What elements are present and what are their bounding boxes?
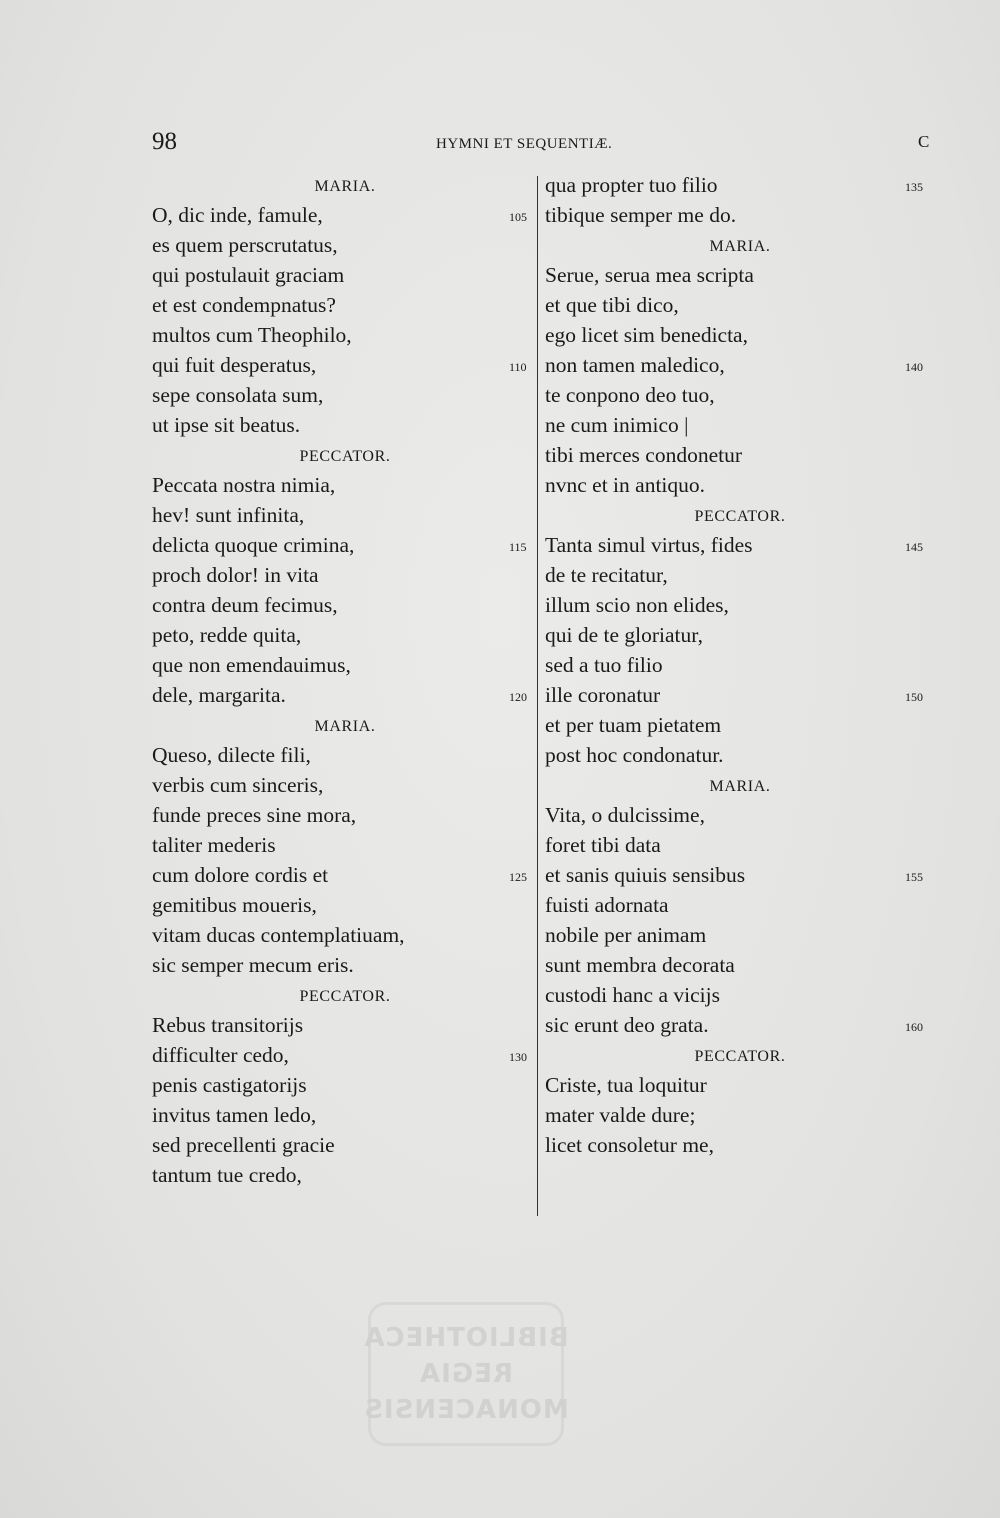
verse-text: sunt membra decorata	[545, 953, 735, 977]
verse-line	[545, 680, 935, 710]
page-header	[0, 128, 1000, 158]
verse-text: qui postulauit graciam	[152, 263, 345, 287]
verse-text: te conpono deo tuo,	[545, 383, 715, 407]
verse-text: Queso, dilecte fili,	[152, 743, 311, 767]
verse-text: ne cum inimico |	[545, 413, 689, 437]
verse-line	[545, 590, 935, 620]
verse-text: foret tibi data	[545, 833, 661, 857]
verse-line	[152, 770, 538, 800]
verse-text: vitam ducas contemplatiuam,	[152, 923, 405, 947]
verse-text: sed a tuo filio	[545, 653, 663, 677]
verse-line	[545, 800, 935, 830]
verse-line	[545, 950, 935, 980]
running-title: HYMNI ET SEQUENTIÆ.	[436, 136, 613, 152]
line-number: 120	[509, 690, 527, 704]
verse-line	[152, 230, 538, 260]
stamp-line: BIBLIOTHECA	[363, 1323, 569, 1353]
verse-line	[545, 320, 935, 350]
verse-text: ut ipse sit beatus.	[152, 413, 301, 437]
verse-line	[545, 200, 935, 230]
verse-line	[545, 890, 935, 920]
verse-line	[152, 380, 538, 410]
verse-text: taliter mederis	[152, 833, 276, 857]
speaker-heading: PECCATOR.	[694, 508, 786, 525]
verse-text: que non emendauimus,	[152, 653, 351, 677]
line-number: 160	[905, 1020, 923, 1034]
verse-line	[545, 860, 935, 890]
speaker-heading: MARIA.	[314, 178, 376, 195]
verse-text: gemitibus moueris,	[152, 893, 317, 917]
verse-line	[152, 860, 538, 890]
verse-text: ille coronatur	[545, 683, 661, 707]
verse-text: dele, margarita.	[152, 683, 286, 707]
verse-text: delicta quoque crimina,	[152, 533, 355, 557]
verse-text: post hoc condonatur.	[545, 743, 724, 767]
verse-line	[152, 320, 538, 350]
verse-text: difficulter cedo,	[152, 1043, 289, 1067]
verse-line	[152, 650, 538, 680]
verse-line	[545, 740, 935, 770]
line-number: 140	[905, 360, 923, 374]
verse-line	[545, 1100, 935, 1130]
speaker-heading: PECCATOR.	[299, 988, 391, 1005]
speaker-heading: PECCATOR.	[694, 1048, 786, 1065]
line-number: 105	[509, 210, 527, 224]
verse-text: qui fuit desperatus,	[152, 353, 317, 377]
line-number: 110	[509, 360, 527, 374]
verse-text: et sanis quiuis sensibus	[545, 863, 746, 887]
speaker-heading: MARIA.	[709, 778, 771, 795]
verse-text: tantum tue credo,	[152, 1163, 302, 1187]
verse-line	[545, 1070, 935, 1100]
verse-text: proch dolor! in vita	[152, 563, 319, 587]
verse-line	[152, 890, 538, 920]
verse-text: fuisti adornata	[545, 893, 669, 917]
verse-text: peto, redde quita,	[152, 623, 302, 647]
verse-text: Tanta simul virtus, fides	[545, 533, 753, 557]
verse-text: licet consoletur me,	[545, 1133, 714, 1157]
verse-text: non tamen maledico,	[545, 353, 725, 377]
verse-line	[545, 350, 935, 380]
verse-text: de te recitatur,	[545, 563, 668, 587]
verse-line	[152, 260, 538, 290]
signature-mark: C	[918, 132, 930, 151]
verse-line	[152, 500, 538, 530]
verse-text: et per tuam pietatem	[545, 713, 722, 737]
verse-text: Vita, o dulcissime,	[545, 803, 705, 827]
verse-line	[152, 920, 538, 950]
verse-line	[152, 530, 538, 560]
line-number: 155	[905, 870, 923, 884]
column-divider	[537, 176, 538, 1216]
verse-text: et que tibi dico,	[545, 293, 679, 317]
left-column	[152, 170, 538, 1190]
verse-text: O, dic inde, famule,	[152, 203, 323, 227]
verse-line	[152, 1040, 538, 1070]
verse-text: invitus tamen ledo,	[152, 1103, 317, 1127]
verse-line	[545, 380, 935, 410]
verse-text: et est condempnatus?	[152, 293, 336, 317]
verse-text: sic semper mecum eris.	[152, 953, 354, 977]
verse-line	[152, 1070, 538, 1100]
verse-line	[545, 1010, 935, 1040]
verse-line	[152, 200, 538, 230]
verse-line	[152, 830, 538, 860]
line-number: 125	[509, 870, 527, 884]
library-stamp	[363, 1302, 569, 1446]
verse-line	[152, 290, 538, 320]
verse-line	[152, 620, 538, 650]
verse-text: illum scio non elides,	[545, 593, 729, 617]
verse-line	[545, 980, 935, 1010]
verse-text: Criste, tua loquitur	[545, 1073, 707, 1097]
verse-text: Serue, serua mea scripta	[545, 263, 754, 287]
line-number: 130	[509, 1050, 527, 1064]
verse-text: qui de te gloriatur,	[545, 623, 703, 647]
verse-line	[545, 650, 935, 680]
verse-text: nvnc et in antiquo.	[545, 473, 706, 497]
verse-line	[545, 470, 935, 500]
verse-line	[545, 260, 935, 290]
verse-line	[152, 1100, 538, 1130]
verse-text: verbis cum sinceris,	[152, 773, 324, 797]
verse-line	[152, 800, 538, 830]
verse-line	[545, 290, 935, 320]
verse-text: nobile per animam	[545, 923, 707, 947]
verse-text: es quem perscrutatus,	[152, 233, 338, 257]
verse-line	[152, 740, 538, 770]
verse-line	[545, 440, 935, 470]
verse-line	[152, 950, 538, 980]
verse-text: hev! sunt infinita,	[152, 503, 305, 527]
verse-text: sic erunt deo grata.	[545, 1013, 709, 1037]
speaker-heading: MARIA.	[314, 718, 376, 735]
verse-line	[545, 620, 935, 650]
verse-line	[545, 410, 935, 440]
verse-line	[152, 470, 538, 500]
verse-line	[545, 920, 935, 950]
line-number: 145	[905, 540, 923, 554]
verse-text: Peccata nostra nimia,	[152, 473, 336, 497]
verse-line	[545, 170, 935, 200]
verse-line	[545, 560, 935, 590]
verse-line	[152, 1130, 538, 1160]
verse-line	[545, 1130, 935, 1160]
verse-line	[152, 350, 538, 380]
verse-text: qua propter tuo filio	[545, 173, 718, 197]
verse-text: custodi hanc a vicijs	[545, 983, 720, 1007]
verse-text: sed precellenti gracie	[152, 1133, 335, 1157]
speaker-heading: MARIA.	[709, 238, 771, 255]
verse-text: ego licet sim benedicta,	[545, 323, 748, 347]
verse-line	[152, 590, 538, 620]
verse-text: sepe consolata sum,	[152, 383, 324, 407]
line-number: 115	[509, 540, 527, 554]
verse-text: Rebus transitorijs	[152, 1013, 304, 1037]
verse-line	[152, 560, 538, 590]
line-number: 135	[905, 180, 923, 194]
verse-text: contra deum fecimus,	[152, 593, 338, 617]
line-number: 150	[905, 690, 923, 704]
page-number: 98	[152, 128, 177, 155]
verse-line	[152, 1160, 538, 1190]
verse-text: mater valde dure;	[545, 1103, 696, 1127]
speaker-heading: PECCATOR.	[299, 448, 391, 465]
stamp-line: REGIA	[419, 1359, 513, 1389]
right-column	[545, 170, 935, 1160]
verse-line	[152, 1010, 538, 1040]
verse-text: tibi merces condonetur	[545, 443, 743, 467]
verse-line	[545, 830, 935, 860]
verse-line	[152, 680, 538, 710]
verse-text: tibique semper me do.	[545, 203, 737, 227]
verse-line	[545, 530, 935, 560]
verse-line	[152, 410, 538, 440]
verse-text: multos cum Theophilo,	[152, 323, 352, 347]
stamp-line: MONACENSIS	[363, 1395, 569, 1425]
verse-text: cum dolore cordis et	[152, 863, 329, 887]
verse-text: funde preces sine mora,	[152, 803, 357, 827]
verse-text: penis castigatorijs	[152, 1073, 307, 1097]
verse-line	[545, 710, 935, 740]
